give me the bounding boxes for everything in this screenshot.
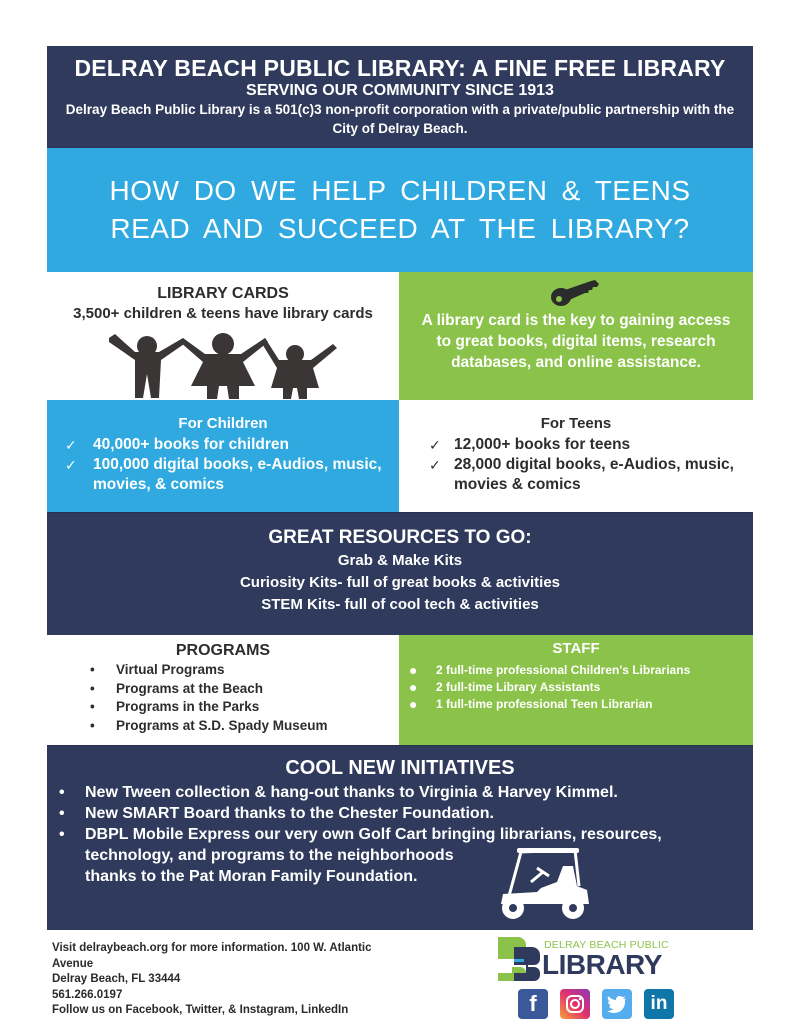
resource-item: STEM Kits- full of cool tech & activities <box>261 596 539 613</box>
list-item: • Programs in the Parks <box>47 698 399 717</box>
family-icon <box>105 332 341 400</box>
check-icon: ✓ <box>65 457 77 473</box>
header-description: Delray Beach Public Library is a 501(c)3 non-profit corporation with a private/public partnership with the City of Delray Beach. <box>65 102 735 136</box>
bullet-icon: • <box>90 680 95 696</box>
library-cards-stat: 3,500+ children & teens have library cards <box>73 305 373 322</box>
initiatives-heading: COOL NEW INITIATIVES <box>285 757 515 779</box>
golf-cart-icon <box>497 842 593 922</box>
bullet-icon: • <box>90 717 95 733</box>
header-subtitle: SERVING OUR COMMUNITY SINCE 1913 <box>246 82 554 99</box>
linkedin-icon[interactable]: in <box>644 989 674 1019</box>
footer-visit-link[interactable]: Visit delraybeach.org for more information. 100 W. Atlantic <box>52 942 372 954</box>
flyer <box>47 46 753 930</box>
list-item: • New Tween collection & hang-out thanks to Virginia & Harvey Kimmel. <box>59 784 618 801</box>
resource-item: Curiosity Kits- full of great books & activities <box>239 574 561 591</box>
initiatives-list <box>47 782 753 887</box>
list-item: ● 1 full-time professional Teen Librarian <box>409 696 653 712</box>
initiatives-banner <box>47 745 753 930</box>
bullet-icon: ● <box>409 679 418 695</box>
facebook-icon[interactable]: f <box>518 989 548 1019</box>
list-item: ● 2 full-time professional Children's Librarians <box>409 662 691 678</box>
teens-panel <box>399 400 753 512</box>
twitter-bird-icon <box>607 995 627 1013</box>
staff-heading: STAFF <box>552 640 600 657</box>
question-banner <box>47 147 753 272</box>
footer-address-cont: Avenue <box>52 957 94 970</box>
library-cards-heading: LIBRARY CARDS <box>157 285 289 302</box>
programs-list <box>47 661 399 735</box>
list-item: • New SMART Board thanks to the Chester Foundation. <box>59 805 494 822</box>
check-icon: ✓ <box>65 437 77 453</box>
logo-mark-icon <box>498 937 542 981</box>
resources-heading: GREAT RESOURCES TO GO: <box>268 527 532 548</box>
bullet-icon: • <box>59 784 65 801</box>
bullet-icon: • <box>59 826 65 843</box>
footer-city: Delray Beach, FL 33444 <box>52 973 181 985</box>
children-panel <box>47 400 399 512</box>
programs-heading: PROGRAMS <box>175 642 271 659</box>
list-item: • Virtual Programs <box>47 661 399 680</box>
children-list <box>47 435 399 495</box>
footer-phone: 561.266.0197 <box>52 988 123 1001</box>
header-banner <box>47 46 753 147</box>
library-cards-panel <box>47 272 399 400</box>
list-item: ✓ 12,000+ books for teens <box>429 436 631 453</box>
social-links <box>518 989 674 1019</box>
list-item: ✓ 100,000 digital books, e-Audios, music, movies, & comics <box>65 456 382 493</box>
instagram-icon[interactable] <box>560 989 590 1019</box>
list-item: • Programs at the Beach <box>47 680 399 699</box>
teens-heading: For Teens <box>540 415 612 432</box>
bullet-icon: ● <box>409 662 418 678</box>
list-item: • DBPL Mobile Express our very own Golf Cart bringing librarians, resources, <box>59 826 662 843</box>
programs-staff-row <box>47 635 753 745</box>
list-item: ✓ 28,000 digital books, e-Audios, music, movies & comics <box>429 456 734 493</box>
instagram-glyph-icon <box>565 994 585 1014</box>
list-item: ✓ 40,000+ books for children <box>65 436 289 453</box>
check-icon: ✓ <box>429 437 441 453</box>
question-text: HOW DO WE HELP CHILDREN & TEENS READ AND SUCCEED AT THE LIBRARY? <box>109 175 691 244</box>
bullet-icon: • <box>59 805 65 822</box>
list-item-continuation: technology, and programs to the neighborhoods <box>85 847 454 864</box>
list-item: ● 2 full-time Library Assistants <box>409 679 601 695</box>
programs-panel <box>47 635 399 745</box>
twitter-icon[interactable] <box>602 989 632 1019</box>
resources-banner <box>47 512 753 635</box>
logo-small-text: DELRAY BEACH PUBLIC <box>544 939 669 951</box>
teens-list <box>399 435 753 495</box>
children-teens-row <box>47 400 753 512</box>
staff-panel <box>399 635 753 745</box>
key-icon <box>551 278 601 308</box>
check-icon: ✓ <box>429 457 441 473</box>
header-title: DELRAY BEACH PUBLIC LIBRARY: A FINE FREE LIBRARY <box>74 55 726 81</box>
library-cards-row <box>47 272 753 400</box>
list-item-continuation: thanks to the Pat Moran Family Foundation. <box>85 868 418 885</box>
children-heading: For Children <box>178 415 268 432</box>
bullet-icon: • <box>90 699 95 714</box>
footer-follow: Follow us on Facebook, Twitter, & Instagram, LinkedIn <box>52 1004 349 1016</box>
resource-item: Grab & Make Kits <box>337 552 463 569</box>
footer-contact <box>52 941 432 1019</box>
key-panel <box>399 272 753 400</box>
list-item: • Programs at S.D. Spady Museum <box>47 717 399 736</box>
bullet-icon: ● <box>409 696 418 712</box>
key-panel-text: A library card is the key to gaining access to great books, digital items, research databases, and online assistance. <box>421 312 731 371</box>
logo-big-text: LIBRARY <box>542 949 662 980</box>
bullet-icon: • <box>90 662 95 677</box>
staff-list <box>399 662 753 713</box>
